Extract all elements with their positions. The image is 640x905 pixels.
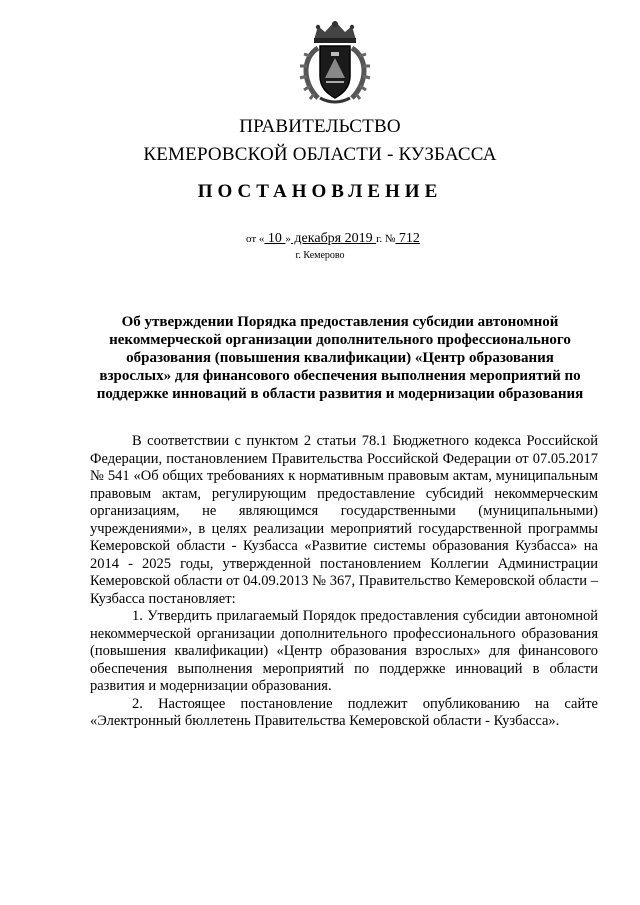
document-subject	[82, 313, 598, 403]
date-prefix: от «	[246, 233, 265, 245]
subject-line: Об утверждении Порядка предоставления субсидии автономной	[121, 314, 559, 330]
date-suffix: г. №	[376, 233, 396, 245]
document-body	[90, 433, 598, 731]
date-day: 10	[264, 231, 286, 246]
kuzbass-coat-of-arms-icon	[298, 18, 372, 104]
region-name: КЕМЕРОВСКОЙ ОБЛАСТИ - КУЗБАССА	[143, 144, 497, 165]
date-mid: »	[285, 233, 291, 245]
subject-line: взрослых» для финансового обеспечения выполнения мероприятий по	[99, 368, 581, 384]
body-paragraph-preamble: В соответствии с пунктом 2 статьи 78.1 Бюджетного кодекса Российской Федерации, постановлением Правительства Российской Федерации от 07.05.2017 № 541 «Об общих требованиях к нормативным правовым актам, муниципальным правовым актам, регулирующим предоставление субсидий некоммерческим организациям, не являющимся государственными (муниципальными) учреждениями», в целях реализации мероприятий государственной программы Кемеровской области - Кузбасса «Развитие системы образования Кузбасса» на 2014 - 2025 годы, утвержденной постановлением Коллегии Администрации Кемеровской области от 04.09.2013 № 367, Правительство Кемеровской области – Кузбасса постановляет:	[90, 433, 598, 607]
body-paragraph-item-1: 1. Утвердить прилагаемый Порядок предоставления субсидии автономной некоммерческой организации дополнительного профессионального образования (повышения квалификации) «Центр образования взрослых» для финансового обеспечения выполнения мероприятий по поддержке инноваций в области развития и модернизации образования.	[90, 608, 598, 694]
subject-line: образования (повышения квалификации) «Центр образования	[126, 350, 554, 366]
document-number: 712	[395, 231, 420, 246]
date-number-line	[246, 231, 506, 247]
city-label: г. Кемерово	[295, 250, 345, 261]
government-name: ПРАВИТЕЛЬСТВО	[239, 116, 401, 137]
subject-line: некоммерческой организации дополнительного профессионального	[109, 332, 571, 348]
subject-line: поддержке инноваций в области развития и модернизации образования	[96, 386, 584, 402]
date-month-year: декабря 2019	[290, 231, 377, 246]
document-type-title: ПОСТАНОВЛЕНИЕ	[197, 181, 443, 202]
body-paragraph-item-2: 2. Настоящее постановление подлежит опубликованию на сайте «Электронный бюллетень Правительства Кемеровской области - Кузбасса».	[90, 695, 598, 729]
